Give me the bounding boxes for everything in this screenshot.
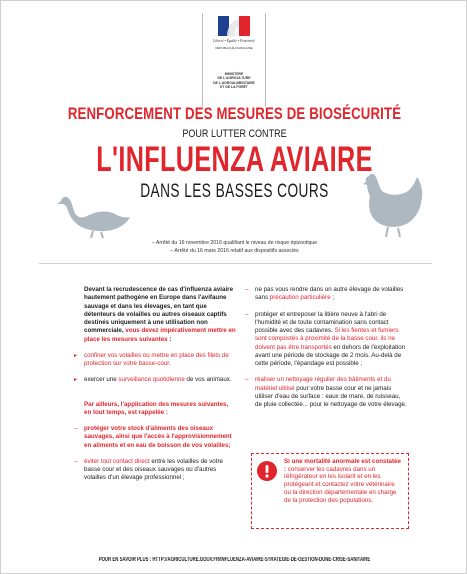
dash-icon: – (245, 377, 249, 384)
marianne-flag-logo (218, 16, 250, 36)
title-subline: POUR LUTTER CONTRE (182, 128, 287, 140)
dash-icon: – (245, 311, 249, 318)
title-influenza: L'INFLUENZA AVIAIRE (96, 140, 373, 179)
title-biosecurity: RENFORCEMENT DES MESURES DE BIOSÉCURITÉ (67, 105, 402, 123)
hen-illustration (362, 171, 424, 239)
legal-references (1, 240, 467, 255)
list-item: ▸ confiner vos volailles ou mettre en place des filets de protection sur votre basse-cour. (74, 351, 229, 367)
list-item: – réaliser un nettoyage régulier des bâtiments et du matériel utilisé pour votre basse cour et ne jamais utiliser d'eau de surface : eaux de mare, de ruisseau, de pluie collectée... pour le nettoyage de votre élevage. (245, 376, 407, 408)
dash-icon: – (74, 426, 78, 432)
list-item: – éviter tout contact direct entre les volailles de votre basse cour et des oiseaux sauvages ou d'autres volailles d'un élevage professionnel ; (74, 457, 223, 482)
title-basses-cours: DANS LES BASSES COURS (140, 181, 329, 202)
ministry-logo-block (202, 13, 266, 107)
reference-line: – Arrêté du 16 mars 2016 relatif aux dispositifs associés (170, 247, 299, 254)
ministry-name: MINISTÈRE DE L'AGRICULTURE DE L'AGROALIMENTAIRE ET DE LA FORÊT (213, 72, 255, 89)
bullet-icon: ▸ (74, 352, 78, 359)
exclamation-icon (257, 461, 277, 481)
bullet-icon: ▸ (74, 377, 78, 384)
intro-paragraph: Devant la recrudescence de cas d'influenza aviaire hautement pathogène en Europe dans l'avifaune sauvage et dans les élevages, en tant que détenteurs de volailles ou autres oiseaux captifs destinés uniquement à une utilisation non commerciale, vous devez impérativement mettre en place les mesures suivantes : (84, 286, 236, 343)
left-column (74, 286, 236, 483)
marianne-motto: Liberté • Égalité • Fraternité (213, 39, 255, 43)
reminder-heading: Par ailleurs, l'application des mesures suivantes, en tout temps, est rappelée : (84, 400, 229, 416)
republic-label: RÉPUBLIQUE FRANÇAISE (215, 46, 253, 50)
footer-more-info-link[interactable]: POUR EN SAVOIR PLUS : HTTP://AGRICULTURE.GOUV.FR/INFLUENZA-AVIAIRE-STRATEGIE-DE-GESTION-DUNE-CRISE-SANITAIRE (98, 557, 371, 563)
list-item: – ne pas vous rendre dans un autre élevage de volailles sans précaution particulière ; (245, 286, 404, 302)
mortality-alert-text: Si une mortalité anormale est constatée : conserver les cadavres dans un réfrigérateur en les isolant et en les protégeant et contactez votre vétérinaire ou la direction départementale en charge de la protection des populations. (284, 458, 401, 504)
reference-line: – Arrêté du 16 novembre 2016 qualifiant le niveau de risque épizootique (151, 240, 318, 246)
list-item: – protéger votre stock d'aliments des oiseaux sauvages, ainsi que l'accès à l'approvisionnement en aliments et en eau de boisson de vos volailles; (74, 425, 232, 449)
right-column (245, 286, 407, 409)
goose-illustration (57, 187, 131, 239)
list-item: ▸ exercer une surveillance quotidienne de vos animaux. (74, 376, 232, 384)
divider (39, 263, 432, 264)
list-item: – protéger et entreposer la litière neuve à l'abri de l'humidité et de toute contamination sans contact possible avec des cadavres. Si les fientes et fumiers sont compostés à proximité de la basse cour, ils ne doivent pas être transportés en dehors de l'exploitation avant une période de stockage de 2 mois. Au-delà de cette période, l'épandage est possible ; (245, 310, 406, 367)
dash-icon: – (245, 287, 249, 293)
dash-icon: – (74, 458, 78, 465)
